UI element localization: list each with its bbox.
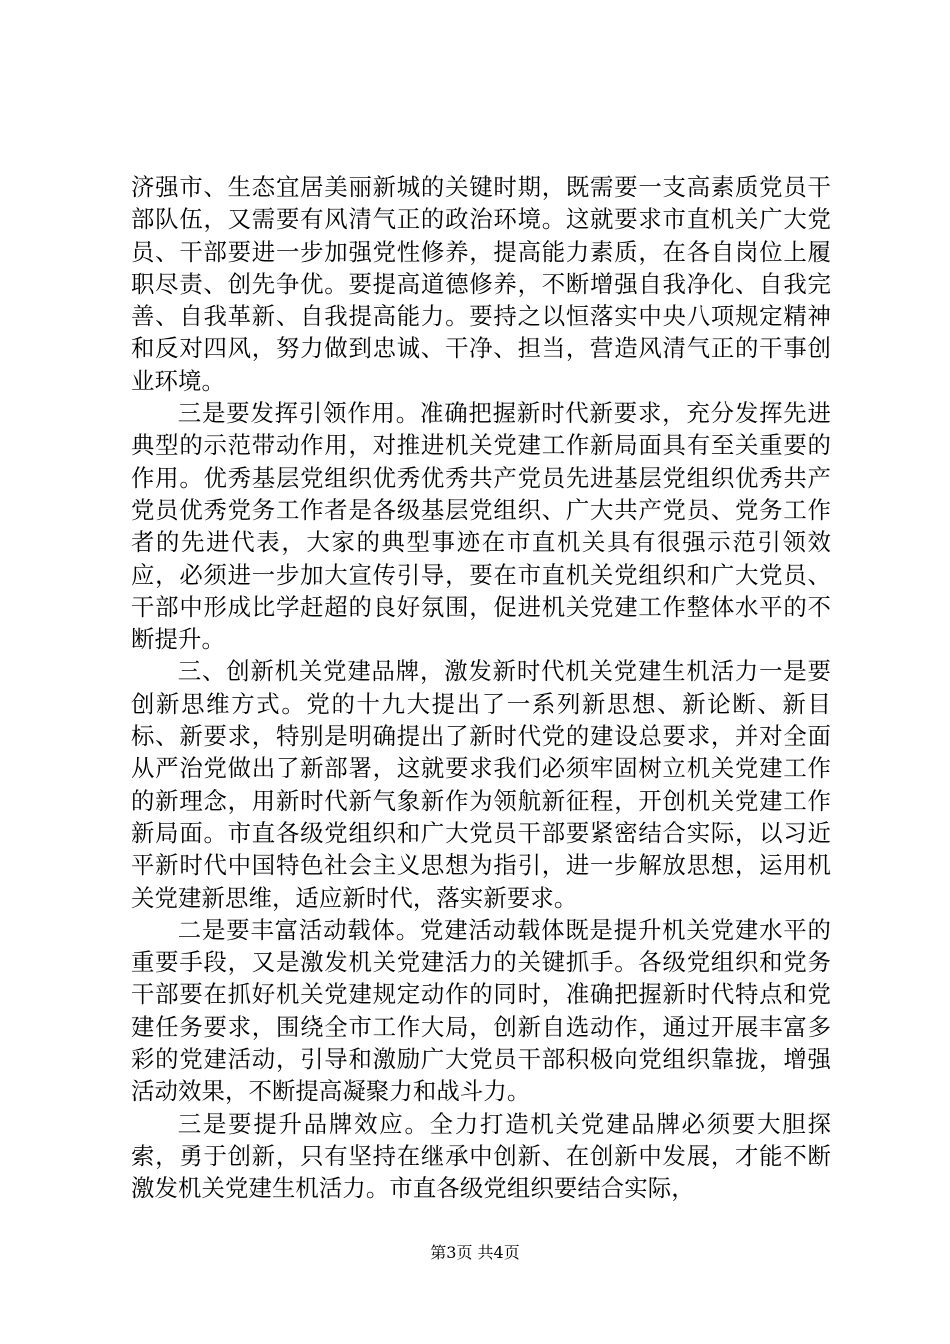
document-body [131, 171, 831, 1205]
paragraph-enrich-activities: 二是要丰富活动载体。党建活动载体既是提升机关党建水平的重要手段，又是激发机关党建活力的关键抓手。各级党组织和党务干部要在抓好机关党建规定动作的同时，准确把握新时代特点和党建任务要求，围绕全市工作大局，创新自选动作，通过开展丰富多彩的党建活动，引导和激励广大党员干部积极向党组织靠拢，增强活动效果，不断提高凝聚力和战斗力。 [131, 915, 831, 1106]
paragraph-innovate-brand: 三、创新机关党建品牌，激发新时代机关党建生机活力一是要创新思维方式。党的十九大提出了一系列新思想、新论断、新目标、新要求，特别是明确提出了新时代党的建设总要求，并对全面从严治党做出了新部署，这就要求我们必须牢固树立机关党建工作的新理念，用新时代新气象新作为领航新征程，开创机关党建工作新局面。市直各级党组织和广大党员干部要紧密结合实际，以习近平新时代中国特色社会主义思想为指引，进一步解放思想，运用机关党建新思维，适应新时代，落实新要求。 [131, 657, 831, 912]
paragraph-leading-role: 三是要发挥引领作用。准确把握新时代新要求，充分发挥先进典型的示范带动作用，对推进机关党建工作新局面具有至关重要的作用。优秀基层党组织优秀优秀共产党员先进基层党组织优秀共产党员优秀党务工作者是各级基层党组织、广大共产党员、党务工作者的先进代表，大家的典型事迹在市直机关具有很强示范引领效应，必须进一步加大宣传引导，要在市直机关党组织和广大党员、干部中形成比学赶超的良好氛围，促进机关党建工作整体水平的不断提升。 [131, 399, 831, 654]
paragraph-continued: 济强市、生态宜居美丽新城的关键时期，既需要一支高素质党员干部队伍，又需要有风清气正的政治环境。这就要求市直机关广大党员、干部要进一步加强党性修养，提高能力素质，在各自岗位上履职尽责、创先争优。要提高道德修养，不断增强自我净化、自我完善、自我革新、自我提高能力。要持之以恒落实中央八项规定精神和反对四风，努力做到忠诚、干净、担当，营造风清气正的干事创业环境。 [131, 173, 831, 395]
paragraph-brand-effect: 三是要提升品牌效应。全力打造机关党建品牌必须要大胆探索，勇于创新，只有坚持在继承中创新、在创新中发展，才能不断激发机关党建生机活力。市直各级党组织要结合实际， [131, 1109, 831, 1203]
page-number-footer: 第3页 共4页 [430, 1243, 520, 1262]
